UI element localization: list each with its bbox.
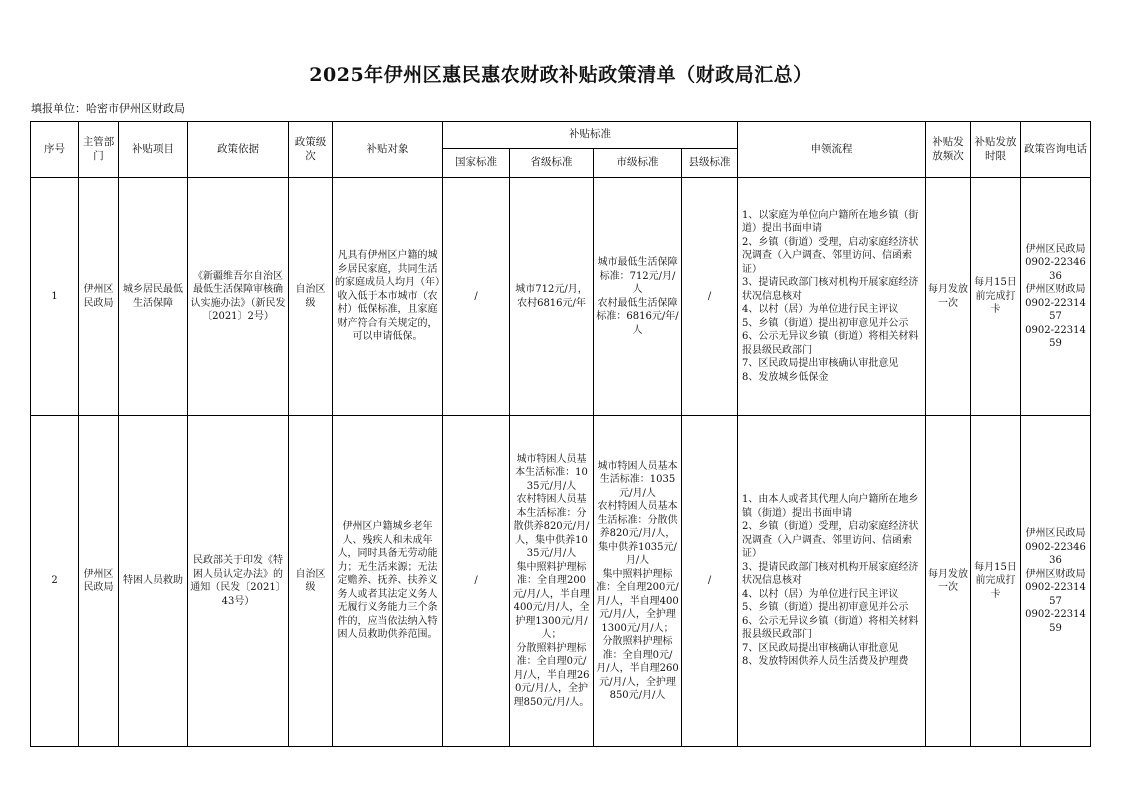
header-process: 申领流程: [738, 122, 926, 178]
cell-provincial: 城市712元/月，农村6816元/年: [510, 178, 594, 416]
cell-basis: 《新疆维吾尔自治区最低生活保障审核确认实施办法》（新民发〔2021〕2号）: [188, 178, 289, 416]
header-standard: 补贴标准: [443, 122, 738, 149]
header-level: 政策级次: [289, 122, 333, 178]
header-target: 补贴对象: [333, 122, 443, 178]
header-county: 县级标准: [682, 149, 738, 178]
header-provincial: 省级标准: [510, 149, 594, 178]
cell-municipal: 城市最低生活保障标准：712元/月/人 农村最低生活保障标准：6816元/年/人: [594, 178, 682, 416]
cell-dept: 伊州区民政局: [79, 416, 119, 747]
cell-target: 伊州区户籍城乡老年人、残疾人和未成年人，同时具备无劳动能力；无生活来源；无法定赡养、抚养、扶养义务人或者其法定义务人无履行义务能力三个条件的，应当依法纳入特困人员救助供养范围。: [333, 416, 443, 747]
header-row-top: [31, 122, 1091, 149]
cell-frequency: 每月发放一次: [926, 416, 971, 747]
cell-level: 自治区级: [289, 178, 333, 416]
cell-process: 1、由本人或者其代理人向户籍所在地乡镇（街道）提出书面申请 2、乡镇（街道）受理，启动家庭经济状况调查（入户调查、邻里访问、信函索证） 3、提请民政部门核对机构开展家庭经济状况信息核对 4、以村（居）为单位进行民主评议 5、乡镇（街道）提出初审意见并公示 6、公示无异议乡镇（街道）将相关材料报县级民政部门 7、区民政局提出审核确认审批意见 8、发放特困供养人员生活费及护理费: [738, 416, 926, 747]
cell-seq: 1: [31, 178, 79, 416]
cell-county: /: [682, 416, 738, 747]
table-row: [31, 178, 1091, 416]
cell-frequency: 每月发放一次: [926, 178, 971, 416]
cell-deadline: 每月15日前完成打卡: [971, 416, 1021, 747]
header-phone: 政策咨询电话: [1021, 122, 1091, 178]
cell-item: 城乡居民最低生活保障: [119, 178, 188, 416]
cell-basis: 民政部关于印发《特困人员认定办法》的通知（民发〔2021〕43号）: [188, 416, 289, 747]
header-deadline: 补贴发放时限: [971, 122, 1021, 178]
cell-municipal: 城市特困人员基本生活标准：1035元/月/人 农村特困人员基本生活标准：分散供养820元/月/人，集中供养1035元/月/人 集中照料护理标准：全自理200元/月/人，半自理400元/月/人，全护理1300元/月/人； 分散照料护理标准：全自理0元/月/人，半自理260元/月/人，全护理850元/月/人: [594, 416, 682, 747]
page-title: 2025年伊州区惠民惠农财政补贴政策清单（财政局汇总）: [309, 64, 813, 86]
cell-dept: 伊州区民政局: [79, 178, 119, 416]
cell-provincial: 城市特困人员基本生活标准：1035元/月/人 农村特困人员基本生活标准：分散供养820元/月/人，集中供养1035元/月/人 集中照料护理标准：全自理200元/月/人，半自理400元/月/人，全护理1300元/月/人； 分散照料护理标准：全自理0元/月/人，半自理260元/月/人，全护理850元/月/人。: [510, 416, 594, 747]
policy-table: [30, 121, 1091, 747]
header-national: 国家标准: [443, 149, 510, 178]
cell-national: /: [443, 178, 510, 416]
cell-county: /: [682, 178, 738, 416]
cell-level: 自治区级: [289, 416, 333, 747]
cell-process: 1、以家庭为单位向户籍所在地乡镇（街道）提出书面申请 2、乡镇（街道）受理，启动家庭经济状况调查（入户调查、邻里访问、信函索证） 3、提请民政部门核对机构开展家庭经济状况信息核对 4、以村（居）为单位进行民主评议 5、乡镇（街道）提出初审意见并公示 6、公示无异议乡镇（街道）将相关材料报县级民政部门 7、区民政局提出审核确认审批意见 8、发放城乡低保金: [738, 178, 926, 416]
cell-item: 特困人员救助: [119, 416, 188, 747]
header-municipal: 市级标准: [594, 149, 682, 178]
cell-seq: 2: [31, 416, 79, 747]
table-row: [31, 416, 1091, 747]
reporting-unit: 填报单位：哈密市伊州区财政局: [31, 102, 185, 115]
header-basis: 政策依据: [188, 122, 289, 178]
header-item: 补贴项目: [119, 122, 188, 178]
cell-phone: 伊州区民政局0902-2234636 伊州区财政局0902-2231457 0902-2231459: [1021, 178, 1091, 416]
header-frequency: 补贴发放频次: [926, 122, 971, 178]
cell-target: 凡具有伊州区户籍的城乡居民家庭，共同生活的家庭成员人均月（年）收入低于本市城市（农村）低保标准，且家庭财产符合有关规定的，可以申请低保。: [333, 178, 443, 416]
header-seq: 序号: [31, 122, 79, 178]
cell-phone: 伊州区民政局0902-2234636 伊州区财政局0902-2231457 0902-2231459: [1021, 416, 1091, 747]
cell-deadline: 每月15日前完成打卡: [971, 178, 1021, 416]
cell-national: /: [443, 416, 510, 747]
header-dept: 主管部门: [79, 122, 119, 178]
